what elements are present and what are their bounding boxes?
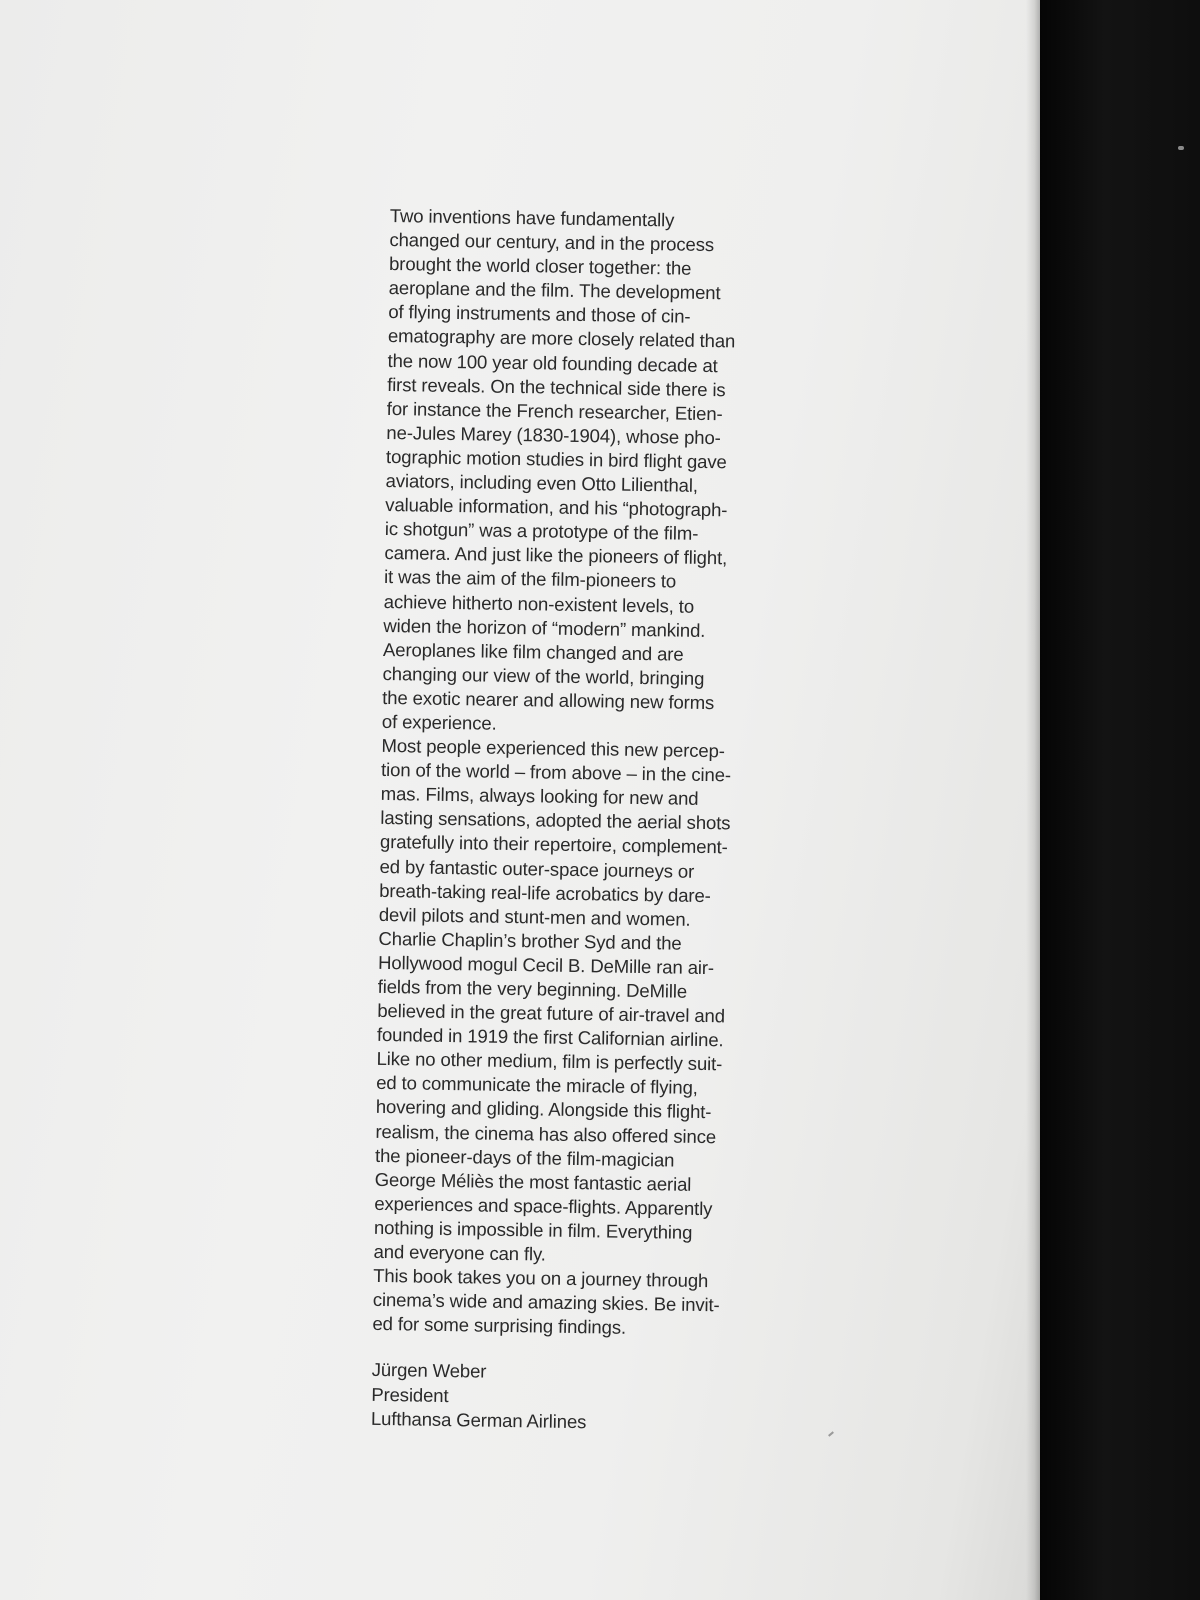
text-line: achieve hitherto non-existent levels, to [383, 590, 695, 617]
dust-speck [1178, 146, 1184, 150]
text-line: first reveals. On the technical side there is [387, 373, 726, 400]
text-line: for instance the French researcher, Etien- [386, 397, 723, 424]
signature-organization: Lufthansa German Airlines [370, 1407, 587, 1432]
text-line: nothing is impossible in film. Everything [373, 1216, 693, 1243]
text-line: devil pilots and stunt-men and women. [378, 903, 691, 930]
text-line: tion of the world – from above – in the cine- [380, 759, 732, 786]
text-line: hovering and gliding. Alongside this flight- [375, 1096, 712, 1123]
text-line: founded in 1919 the first Californian airline. [376, 1024, 724, 1051]
text-line: cinema’s wide and amazing skies. Be invit- [372, 1289, 720, 1316]
text-line: ed for some surprising findings. [372, 1313, 627, 1339]
text-line: Most people experienced this new percep- [381, 734, 725, 762]
foreword-text-block [371, 204, 820, 1437]
text-line: valuable information, and his “photograph- [385, 494, 728, 521]
text-line: Like no other medium, film is perfectly suit- [376, 1048, 723, 1075]
text-line: believed in the great future of air-travel and [377, 999, 726, 1027]
text-line: tographic motion studies in bird flight gave [385, 445, 727, 473]
text-line: the exotic nearer and allowing new forms [382, 686, 715, 714]
text-line: and everyone can fly. [373, 1240, 546, 1265]
text-line: brought the world closer together: the [388, 253, 692, 279]
signature-name: Jürgen Weber [371, 1359, 487, 1383]
text-line: ed by fantastic outer-space journeys or [379, 855, 695, 882]
text-line: aviators, including even Otto Lilienthal, [385, 469, 698, 496]
text-line: Charlie Chaplin’s brother Syd and the [378, 927, 682, 954]
text-line: of flying instruments and those of cin- [388, 301, 691, 328]
text-line: fields from the very beginning. DeMille [377, 975, 688, 1002]
foreword-body [372, 204, 820, 1343]
text-line: changed our century, and in the process [389, 229, 715, 256]
page-mark [828, 1431, 834, 1436]
text-line: Hollywood mogul Cecil B. DeMille ran air- [377, 951, 715, 979]
text-line: it was the aim of the film-pioneers to [383, 566, 677, 592]
book-cover-board [1040, 0, 1200, 1600]
text-line: ed to communicate the miracle of flying, [376, 1072, 698, 1099]
text-line: George Méliès the most fantastic aerial [374, 1168, 692, 1195]
text-line: changing our view of the world, bringing [382, 662, 705, 689]
text-line: Two inventions have fundamentally [389, 204, 675, 231]
text-line: This book takes you on a journey through [373, 1264, 709, 1292]
text-line: the now 100 year old founding decade at [387, 349, 718, 376]
signature-block [371, 1358, 802, 1437]
text-line: breath-taking real-life acrobatics by dare- [379, 879, 711, 906]
signature-title: President [371, 1383, 449, 1406]
text-line: widen the horizon of “modern” mankind. [383, 614, 706, 641]
page-edge-shadow [1026, 0, 1040, 1600]
text-line: ic shotgun” was a prototype of the film- [384, 518, 699, 545]
text-line: mas. Films, always looking for new and [380, 783, 699, 810]
text-line: lasting sensations, adopted the aerial shots [380, 807, 731, 834]
text-line: camera. And just like the pioneers of flight, [384, 542, 728, 569]
text-line: the pioneer-days of the film-magician [374, 1144, 675, 1171]
text-line: ne-Jules Marey (1830-1904), whose pho- [386, 421, 721, 449]
text-line: experiences and space-flights. Apparently [374, 1192, 713, 1220]
text-line: of experience. [381, 710, 497, 734]
text-line: realism, the cinema has also offered since [375, 1120, 717, 1147]
text-line: Aeroplanes like film changed and are [382, 638, 684, 665]
text-line: gratefully into their repertoire, complement- [379, 831, 728, 858]
text-line: ematography are more closely related than [387, 325, 736, 352]
text-line: aeroplane and the film. The development [388, 277, 721, 304]
